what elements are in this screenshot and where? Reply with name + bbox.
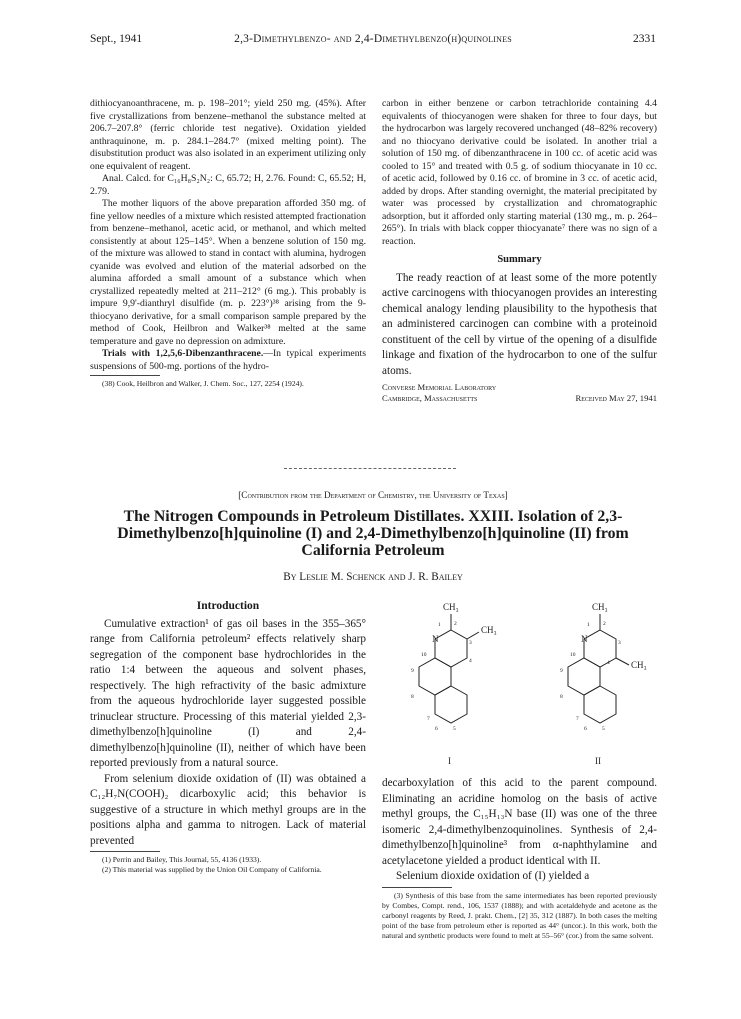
structure-II-drawing — [568, 614, 629, 723]
ring-number: 7 — [427, 716, 430, 722]
ring-number: 7 — [576, 716, 579, 722]
received-date: Received May 27, 1941 — [575, 393, 657, 403]
structure-I-drawing — [419, 614, 479, 723]
paragraph: carbon in either benzene or carbon tetrachloride containing 4.4 equivalents of thiocyanogen were shaken for three to four days, but the hydrocarbon was largely recovered unchanged (48–82% recovery) and no thiocyano derivative could be isolated. In another trial a solution of 150 mg. of dibenzanthracene in 100 cc. of acetic acid was cooled to 15° and treated with 0.5 g. of sodium thiocyanate in 10 cc. of acetic acid, followed by 0.16 cc. of bromine in 3 cc. of acetic acid, added by drops. After standing overnight, the material precipitated by water was processed by crystallization and chromatographic adsorption, but it afforded only starting material (130 mg., m. p. 264–265°). In trials with black copper thiocyanate⁷ there was no sign of a reaction. — [382, 98, 657, 247]
article-divider — [284, 468, 456, 469]
right-column-top — [382, 98, 657, 404]
ring-number: 8 — [411, 694, 414, 700]
ring-number: 9 — [560, 668, 563, 674]
paragraph-text: —In typical experiments suspensions of 500-mg. portions of the hydro- — [90, 348, 366, 372]
ring-number: 6 — [435, 726, 438, 732]
ring-number: 2 — [603, 621, 606, 627]
summary-heading: Summary — [497, 254, 542, 265]
ch3-label: CH₃ — [592, 602, 608, 612]
introduction-body — [90, 617, 366, 850]
ring-number: 1 — [587, 622, 590, 628]
ring-number: 4 — [469, 658, 472, 664]
nitrogen-label: N — [432, 634, 439, 644]
header-date: Sept., 1941 — [90, 33, 143, 45]
ring-number: 5 — [602, 726, 605, 732]
ring-number: 5 — [453, 726, 456, 732]
paragraph: decarboxylation of this acid to the parent compound. Eliminating an acridine homolog on the basis of active methyl groups, the C₁₅H₁₃N base (II) was one of the three isomeric 2,4-dimethylbenzoquinolines. Synthesis of 2,4-dimethylbenzo[h]quinoline³ from α-naphthylamine and acetylacetone yielded a product identical with II. — [382, 777, 657, 867]
paragraph: Selenium dioxide oxidation of (I) yielded a — [396, 870, 590, 882]
structure-I-label: I — [448, 756, 451, 766]
ring-number: 4 — [607, 660, 610, 666]
paragraph: dithiocyanoanthracene, m. p. 198–201°; yield 250 mg. (45%). After five crystallizations from benzene–methanol the substance melted at 206.7–207.8° (ferric chloride test negative). Oxidation yielded anthraquinone, m. p. 284.1–284.7° (mixed melting point). The disubstitution product was also isolated in an experiment utilizing only one equivalent of reagent. — [90, 98, 366, 172]
ch3-label: CH₃ — [481, 625, 497, 635]
header-running-title: 2,3-Dimethylbenzo- and 2,4-Dimethylbenzo(h)quinolines — [234, 33, 512, 45]
ch3-label: CH₃ — [443, 602, 459, 612]
footnote-rule — [382, 887, 452, 888]
ring-number: 10 — [421, 652, 427, 658]
summary-block — [382, 271, 657, 380]
ring-number: 1 — [438, 622, 441, 628]
ring-number: 9 — [411, 668, 414, 674]
laboratory-city: Cambridge, Massachusetts — [382, 393, 478, 403]
paragraph — [90, 348, 366, 373]
body-text — [382, 776, 657, 885]
ring-number: 3 — [469, 640, 472, 646]
ring-number: 10 — [570, 652, 576, 658]
laboratory-signature — [382, 382, 657, 404]
paragraph: The mother liquors of the above preparation afforded 350 mg. of fine yellow needles of a mixture which resisted attempted fractionation from benzene–methanol, acetic acid, or methanol, and which melted consistently at about 125–145°. When a benzene solution of 150 mg. of the mixture was allowed to stand in contact with alumina, hydrogen cyanide was evolved and elution of the material adsorbed on the alumina afforded a small amount of a substance which when crystallized repeatedly melted at 211–212° (6 mg.). This probably is impure 9,9'-dianthryl disulfide (m. p. 223°)³⁸ arising from the 9-thiocyano derivative, for a small comparison sample prepared by the method of Cook, Heilbron and Walker³⁸ melted at the same temperature and gave no depression on admixture. — [90, 198, 366, 347]
right-column-bottom — [382, 776, 657, 941]
footnote: (2) This material was supplied by the Union Oil Company of California. — [102, 865, 322, 874]
nitrogen-label: N — [581, 634, 588, 644]
structure-labels — [411, 602, 647, 766]
summary-paragraph: The ready reaction of at least some of the more potently active carcinogens with thiocyanogen provides an interesting chemical analogy lending plausibility to the hypothesis that an administered carcinogen can combine with a proteinoid constituent of the cell by virtue of the opening of a disulfide linkage and fixation of the hydrocarbon to one of the sulfur atoms. — [382, 271, 657, 377]
paragraph: Cumulative extraction¹ of gas oil bases in the 355–365° range from California petroleum² effects relatively sharp segregation of the component base hydrochlorides in the ratio 1:4 between the aqueous and solvent phases, respectively. The high refractivity of the basic admixture from the aqueous hydrochloride layer suggested possible trinuclear structure. Processing of this material yielded 2,3-dimethylbenzo[h]quinoline (I) and 2,4-dimethylbenzo[h]quinoline (II), neither of which have been reported previously from a natural source. — [90, 617, 366, 769]
left-column-top — [90, 98, 366, 389]
left-column-bottom — [90, 600, 366, 875]
contribution-line: [Contribution from the Department of Chemistry, the University of Texas] — [238, 490, 508, 500]
analysis-paragraph: Anal. Calcd. for C₁₆H₈S₂N₂: C, 65.72; H, 2.76. Found: C, 65.52; H, 2.79. — [90, 173, 366, 197]
article-title: The Nitrogen Compounds in Petroleum Distillates. XXIII. Isolation of 2,3-Dimethylbenzo[h]quinoline (I) and 2,4-Dimethylbenzo[h]quinoline (II) from California Petroleum — [117, 508, 629, 559]
chemical-structures — [382, 598, 657, 774]
paragraph: From selenium dioxide oxidation of (II) was obtained a C₁₂H₇N(COOH)₂ dicarboxylic acid; this behavior is suggestive of a structure in which methyl groups are in the positions alpha and gamma to nitrogen. Lack of material prevented — [90, 772, 366, 847]
byline: By Leslie M. Schenck and J. R. Bailey — [283, 571, 463, 583]
ring-number: 3 — [618, 640, 621, 646]
lab-address-row — [382, 393, 657, 404]
run-in-heading: Trials with 1,2,5,6-Dibenzanthracene. — [102, 348, 264, 359]
laboratory-name: Converse Memorial Laboratory — [382, 382, 497, 392]
ring-number: 8 — [560, 694, 563, 700]
ring-number: 2 — [454, 621, 457, 627]
footnote-rule — [90, 375, 160, 376]
footnote: (1) Perrin and Bailey, This Journal, 55, 4136 (1933). — [102, 855, 262, 864]
footnote: (3) Synthesis of this base from the same intermediates has been reported previously by Combes, Compt. rend., 106, 1537 (1888); and with acetaldehyde and acetone as the carbonyl reagents by Reed, J. prakt. Chem., [2] 35, 312 (1887). In both cases the melting point of the base from petroleum ether is reported as 44° (uncor.). In this work, both the natural and synthetic products were found to melt at 55–56° (cor.) from the same solvent. — [382, 890, 657, 940]
introduction-heading: Introduction — [196, 600, 260, 612]
footnote-rule — [90, 851, 160, 852]
structure-II-label: II — [595, 756, 601, 766]
ch3-label: CH₃ — [631, 660, 647, 670]
footnote: (38) Cook, Heilbron and Walker, J. Chem. Soc., 127, 2254 (1924). — [102, 379, 304, 388]
running-header — [90, 33, 656, 49]
header-page-number: 2331 — [633, 33, 656, 45]
ring-number: 6 — [584, 726, 587, 732]
